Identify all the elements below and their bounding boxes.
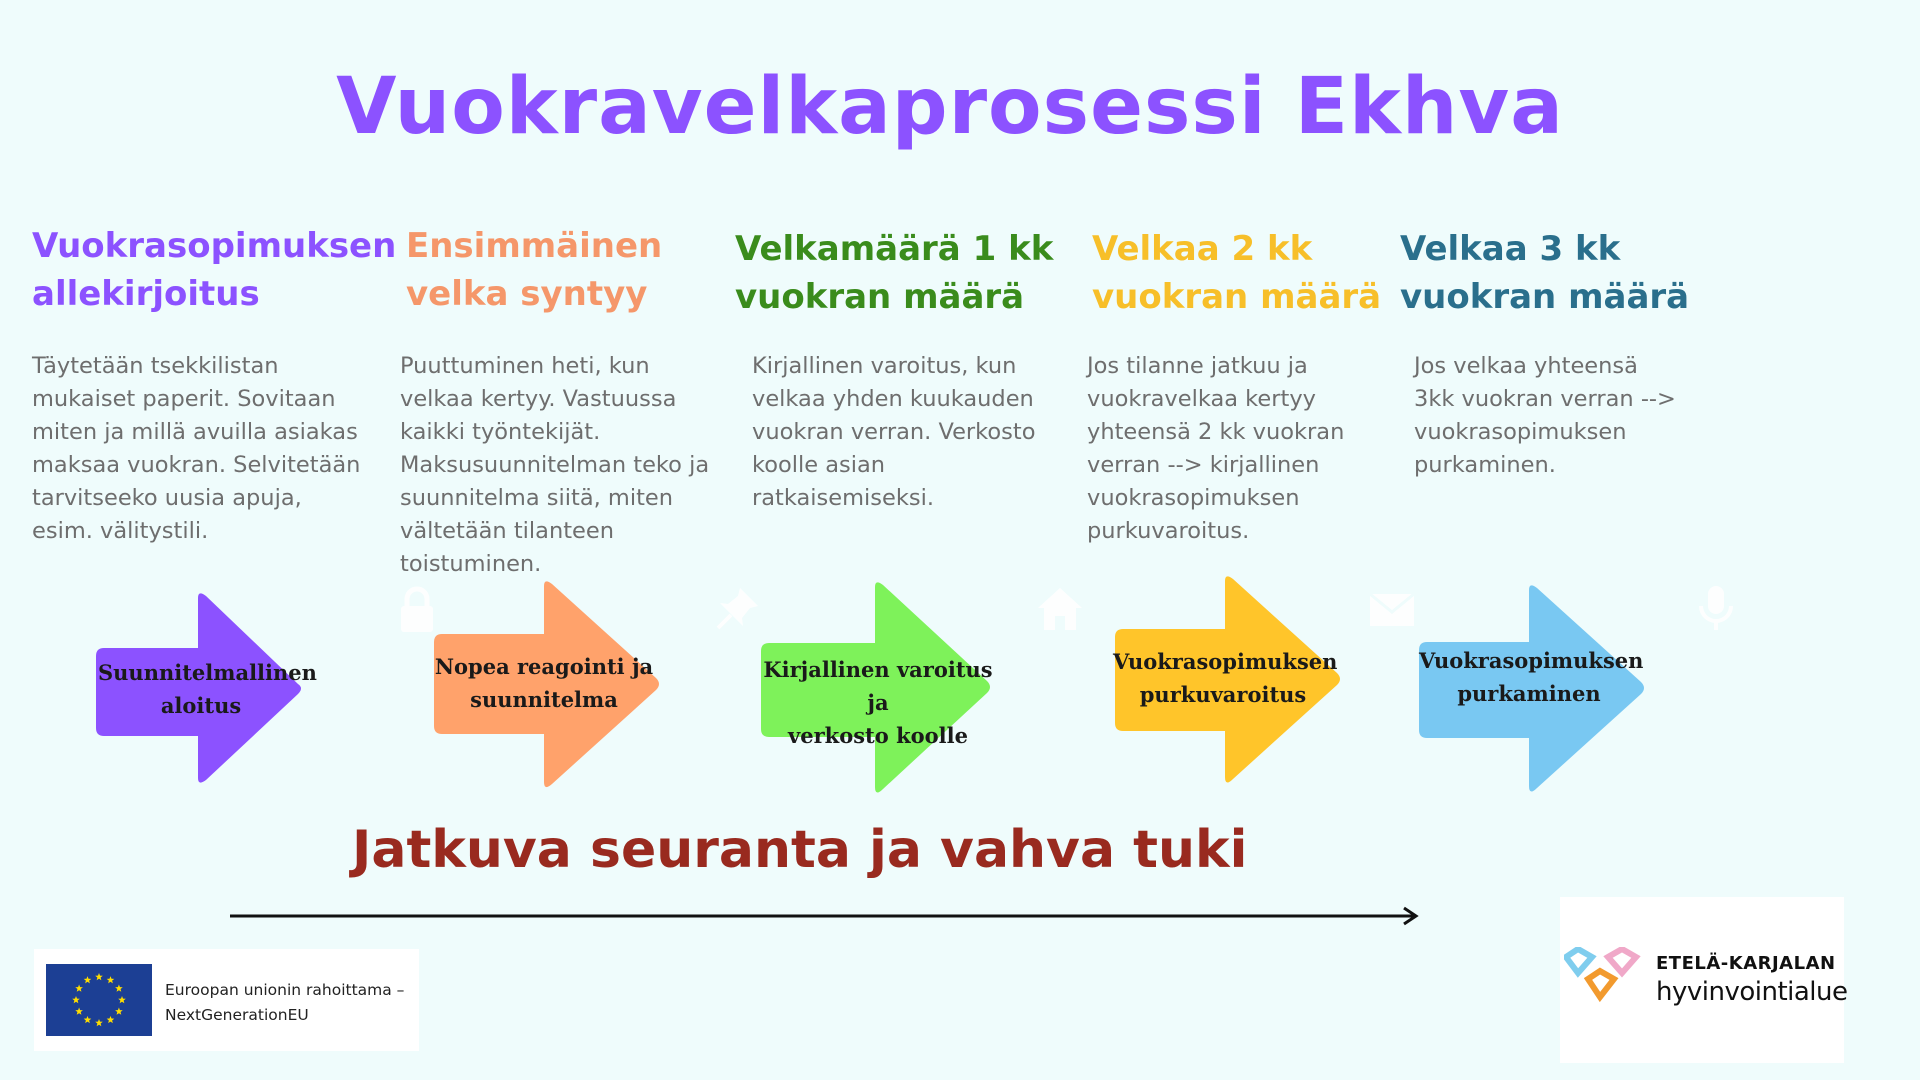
etela-karjala-logo-icon xyxy=(1564,947,1644,1007)
etela-karjala-logo xyxy=(1560,897,1848,1063)
eu-funding-logo xyxy=(34,949,419,1051)
eu-flag-icon xyxy=(46,964,152,1036)
etela-karjala-logo-line1: ETELÄ-KARJALAN xyxy=(1656,953,1836,974)
pin-icon xyxy=(712,584,762,634)
step-3-arrow xyxy=(761,579,995,797)
step-4-arrow-label: Vuokrasopimuksen purkuvaroitus xyxy=(1113,649,1338,707)
step-5-arrow-label: Vuokrasopimuksen purkaminen xyxy=(1419,648,1644,706)
step-3-description: Kirjallinen varoitus, kun velkaa yhden kuukauden vuokran verran. Verkosto koolle asian ratkaisemiseksi. xyxy=(752,353,1036,511)
step-2-heading: Ensimmäinen velka syntyy xyxy=(406,226,663,314)
home-icon xyxy=(1035,584,1085,634)
step-2-description: Puuttuminen heti, kun velkaa kertyy. Vastuussa kaikki työntekijät. Maksusuunnitelman teko ja suunnitelma siitä, miten vältetään tilanteen toistuminen. xyxy=(400,353,710,577)
step-1-heading: Vuokrasopimuksen allekirjoitus xyxy=(32,226,397,314)
step-3-arrow-label: Kirjallinen varoitus ja verkosto koolle xyxy=(763,657,993,748)
step-5-arrow xyxy=(1419,582,1649,796)
step-5-description: Jos velkaa yhteensä 3kk vuokran verran --> vuokrasopimuksen purkaminen. xyxy=(1414,353,1676,478)
timeline-arrow xyxy=(228,904,1428,928)
step-5-heading: Velkaa 3 kk vuokran määrä xyxy=(1400,229,1690,317)
mail-icon xyxy=(1367,584,1417,634)
etela-karjala-logo-line2: hyvinvointialue xyxy=(1656,977,1848,1007)
step-4-description: Jos tilanne jatkuu ja vuokravelkaa kertyy yhteensä 2 kk vuokran verran --> kirjallinen vuokrasopimuksen purkuvaroitus. xyxy=(1087,353,1345,544)
step-2-arrow-label: Nopea reagointi ja suunnitelma xyxy=(434,654,654,712)
step-1-arrow-label: Suunnitelmallinen aloitus xyxy=(98,660,317,718)
tagline: Jatkuva seuranta ja vahva tuki xyxy=(352,820,1248,880)
step-1-arrow xyxy=(96,590,317,786)
step-4-heading: Velkaa 2 kk vuokran määrä xyxy=(1092,229,1382,317)
step-1-description: Täytetään tsekkilistan mukaiset paperit. Sovitaan miten ja millä avuilla asiakas maksaa vuokran. Selvitetään tarvitseeko uusia apuja, esim. välitystili. xyxy=(32,353,361,544)
step-4-arrow xyxy=(1115,573,1345,787)
microphone-icon xyxy=(1691,584,1741,634)
page-title: Vuokravelkaprosessi Ekhva xyxy=(336,62,1564,152)
step-2-arrow xyxy=(434,578,664,791)
eu-funding-text: Euroopan unionin rahoittama – NextGenerationEU xyxy=(165,981,405,1024)
step-3-heading: Velkamäärä 1 kk vuokran määrä xyxy=(735,229,1054,317)
